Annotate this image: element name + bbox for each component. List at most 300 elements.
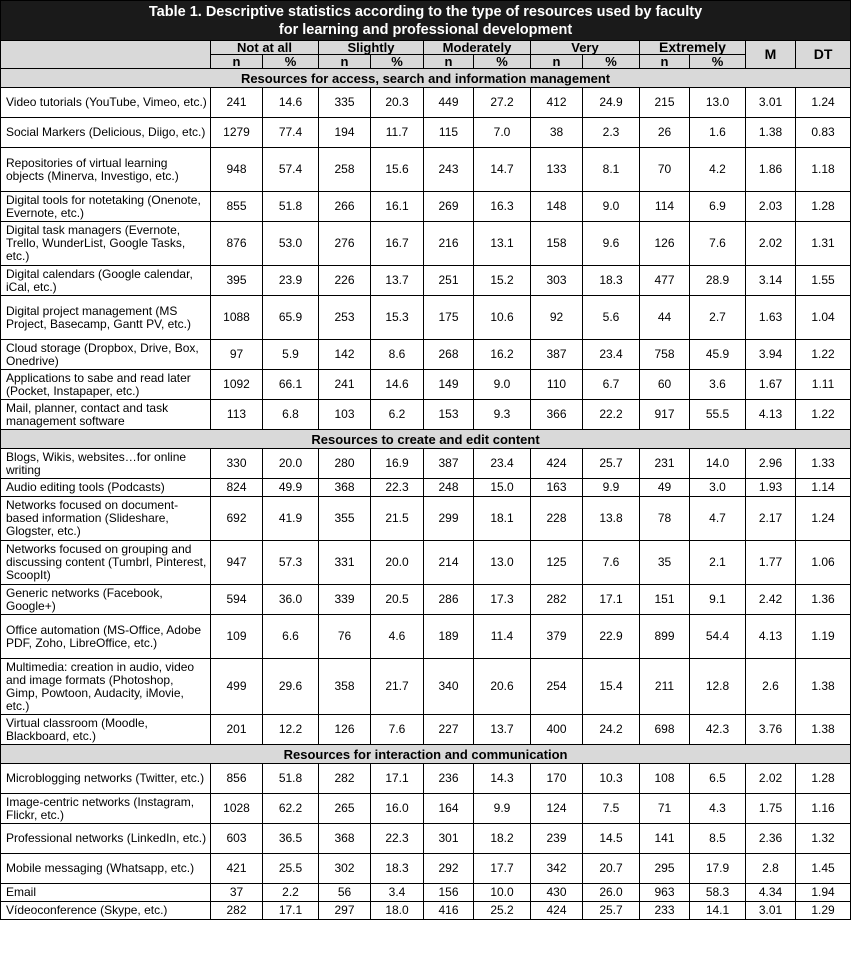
value-cell: 253: [319, 296, 371, 340]
value-cell: 13.1: [474, 222, 531, 266]
value-cell: 23.4: [474, 449, 531, 479]
value-cell: 17.9: [690, 854, 746, 884]
value-cell: 115: [424, 118, 474, 148]
header-mean: M: [746, 41, 796, 69]
resource-label: Applications to sabe and read later (Pocket, Instapaper, etc.): [1, 370, 211, 400]
value-cell: 42.3: [690, 715, 746, 745]
resource-label: Video tutorials (YouTube, Vimeo, etc.): [1, 88, 211, 118]
value-cell: 49.9: [263, 479, 319, 497]
value-cell: 758: [640, 340, 690, 370]
value-cell: 227: [424, 715, 474, 745]
value-cell: 1.32: [796, 824, 851, 854]
value-cell: 1.55: [796, 266, 851, 296]
value-cell: 265: [319, 794, 371, 824]
value-cell: 13.7: [474, 715, 531, 745]
value-cell: 280: [319, 449, 371, 479]
header-sub-pct: %: [474, 55, 531, 69]
value-cell: 10.0: [474, 884, 531, 902]
value-cell: 416: [424, 902, 474, 920]
value-cell: 387: [531, 340, 583, 370]
resource-label: Multimedia: creation in audio, video and image formats (Photoshop, Gimp, Powtoon, Audacity, iMovie, etc.): [1, 659, 211, 715]
table-title-line-2: for learning and professional development: [278, 21, 573, 38]
value-cell: 258: [319, 148, 371, 192]
value-cell: 1.63: [746, 296, 796, 340]
value-cell: 1.38: [796, 715, 851, 745]
value-cell: 103: [319, 400, 371, 430]
value-cell: 55.5: [690, 400, 746, 430]
resource-label: Vídeoconference (Skype, etc.): [1, 902, 211, 920]
value-cell: 92: [531, 296, 583, 340]
value-cell: 8.1: [583, 148, 640, 192]
value-cell: 5.9: [263, 340, 319, 370]
table-row: [1, 192, 851, 222]
value-cell: 1.24: [796, 497, 851, 541]
value-cell: 151: [640, 585, 690, 615]
value-cell: 2.7: [690, 296, 746, 340]
table-row: [1, 794, 851, 824]
value-cell: 1028: [211, 794, 263, 824]
table-row: [1, 479, 851, 497]
value-cell: 2.6: [746, 659, 796, 715]
value-cell: 22.9: [583, 615, 640, 659]
value-cell: 1.22: [796, 400, 851, 430]
value-cell: 7.5: [583, 794, 640, 824]
value-cell: 3.4: [371, 884, 424, 902]
value-cell: 13.0: [474, 541, 531, 585]
value-cell: 2.3: [583, 118, 640, 148]
value-cell: 963: [640, 884, 690, 902]
value-cell: 2.42: [746, 585, 796, 615]
value-cell: 16.3: [474, 192, 531, 222]
value-cell: 1.33: [796, 449, 851, 479]
value-cell: 10.3: [583, 764, 640, 794]
value-cell: 387: [424, 449, 474, 479]
value-cell: 449: [424, 88, 474, 118]
resource-label: Digital tools for notetaking (Onenote, Evernote, etc.): [1, 192, 211, 222]
value-cell: 9.0: [583, 192, 640, 222]
value-cell: 29.6: [263, 659, 319, 715]
value-cell: 14.0: [690, 449, 746, 479]
resource-label: Mobile messaging (Whatsapp, etc.): [1, 854, 211, 884]
value-cell: 251: [424, 266, 474, 296]
value-cell: 1.77: [746, 541, 796, 585]
value-cell: 37: [211, 884, 263, 902]
value-cell: 1.28: [796, 764, 851, 794]
value-cell: 49: [640, 479, 690, 497]
value-cell: 243: [424, 148, 474, 192]
value-cell: 303: [531, 266, 583, 296]
value-cell: 7.6: [690, 222, 746, 266]
value-cell: 20.0: [263, 449, 319, 479]
value-cell: 8.5: [690, 824, 746, 854]
value-cell: 17.1: [263, 902, 319, 920]
value-cell: 1279: [211, 118, 263, 148]
value-cell: 12.8: [690, 659, 746, 715]
value-cell: 4.7: [690, 497, 746, 541]
value-cell: 7.6: [371, 715, 424, 745]
table-row: [1, 266, 851, 296]
value-cell: 15.4: [583, 659, 640, 715]
value-cell: 5.6: [583, 296, 640, 340]
value-cell: 175: [424, 296, 474, 340]
value-cell: 45.9: [690, 340, 746, 370]
value-cell: 124: [531, 794, 583, 824]
value-cell: 6.7: [583, 370, 640, 400]
value-cell: 3.94: [746, 340, 796, 370]
value-cell: 17.3: [474, 585, 531, 615]
header-sub-n: n: [211, 55, 263, 69]
header-sub-pct: %: [690, 55, 746, 69]
value-cell: 379: [531, 615, 583, 659]
resource-label: Microblogging networks (Twitter, etc.): [1, 764, 211, 794]
value-cell: 1.6: [690, 118, 746, 148]
value-cell: 876: [211, 222, 263, 266]
value-cell: 36.5: [263, 824, 319, 854]
value-cell: 149: [424, 370, 474, 400]
value-cell: 6.2: [371, 400, 424, 430]
section-header: Resources for interaction and communication: [1, 745, 851, 764]
value-cell: 1.06: [796, 541, 851, 585]
value-cell: 1.24: [796, 88, 851, 118]
value-cell: 25.2: [474, 902, 531, 920]
value-cell: 58.3: [690, 884, 746, 902]
resource-label: Audio editing tools (Podcasts): [1, 479, 211, 497]
value-cell: 21.7: [371, 659, 424, 715]
value-cell: 421: [211, 854, 263, 884]
header-empty-cell: [1, 41, 211, 69]
value-cell: 20.7: [583, 854, 640, 884]
value-cell: 41.9: [263, 497, 319, 541]
value-cell: 70: [640, 148, 690, 192]
value-cell: 25.7: [583, 449, 640, 479]
value-cell: 231: [640, 449, 690, 479]
value-cell: 2.36: [746, 824, 796, 854]
value-cell: 424: [531, 449, 583, 479]
resource-label: Digital project management (MS Project, Basecamp, Gantt PV, etc.): [1, 296, 211, 340]
value-cell: 947: [211, 541, 263, 585]
value-cell: 2.1: [690, 541, 746, 585]
value-cell: 1.11: [796, 370, 851, 400]
value-cell: 4.34: [746, 884, 796, 902]
value-cell: 1088: [211, 296, 263, 340]
value-cell: 340: [424, 659, 474, 715]
table-title: [1, 1, 851, 41]
value-cell: 23.4: [583, 340, 640, 370]
value-cell: 395: [211, 266, 263, 296]
value-cell: 16.2: [474, 340, 531, 370]
value-cell: 297: [319, 902, 371, 920]
value-cell: 15.0: [474, 479, 531, 497]
value-cell: 1.14: [796, 479, 851, 497]
value-cell: 6.8: [263, 400, 319, 430]
value-cell: 62.2: [263, 794, 319, 824]
value-cell: 4.13: [746, 400, 796, 430]
value-cell: 241: [319, 370, 371, 400]
value-cell: 855: [211, 192, 263, 222]
value-cell: 133: [531, 148, 583, 192]
value-cell: 57.4: [263, 148, 319, 192]
value-cell: 126: [319, 715, 371, 745]
resource-label: Mail, planner, contact and task management software: [1, 400, 211, 430]
value-cell: 53.0: [263, 222, 319, 266]
value-cell: 56: [319, 884, 371, 902]
value-cell: 1.93: [746, 479, 796, 497]
table-row: [1, 340, 851, 370]
value-cell: 331: [319, 541, 371, 585]
value-cell: 3.14: [746, 266, 796, 296]
value-cell: 1.19: [796, 615, 851, 659]
value-cell: 18.3: [371, 854, 424, 884]
value-cell: 16.9: [371, 449, 424, 479]
value-cell: 3.6: [690, 370, 746, 400]
value-cell: 594: [211, 585, 263, 615]
value-cell: 3.0: [690, 479, 746, 497]
header-dt: DT: [796, 41, 851, 69]
value-cell: 109: [211, 615, 263, 659]
table-row: [1, 449, 851, 479]
value-cell: 299: [424, 497, 474, 541]
value-cell: 698: [640, 715, 690, 745]
value-cell: 1.28: [796, 192, 851, 222]
table-row: [1, 497, 851, 541]
value-cell: 1.29: [796, 902, 851, 920]
value-cell: 17.1: [583, 585, 640, 615]
value-cell: 25.7: [583, 902, 640, 920]
value-cell: 16.1: [371, 192, 424, 222]
value-cell: 1092: [211, 370, 263, 400]
value-cell: 2.02: [746, 222, 796, 266]
value-cell: 1.67: [746, 370, 796, 400]
value-cell: 266: [319, 192, 371, 222]
value-cell: 125: [531, 541, 583, 585]
value-cell: 2.2: [263, 884, 319, 902]
value-cell: 201: [211, 715, 263, 745]
table-row: [1, 615, 851, 659]
value-cell: 286: [424, 585, 474, 615]
value-cell: 28.9: [690, 266, 746, 296]
value-cell: 1.18: [796, 148, 851, 192]
value-cell: 189: [424, 615, 474, 659]
resource-label: Professional networks (LinkedIn, etc.): [1, 824, 211, 854]
value-cell: 9.3: [474, 400, 531, 430]
value-cell: 9.6: [583, 222, 640, 266]
table-row: [1, 541, 851, 585]
value-cell: 142: [319, 340, 371, 370]
table-row: [1, 296, 851, 340]
value-cell: 57.3: [263, 541, 319, 585]
value-cell: 14.6: [263, 88, 319, 118]
value-cell: 77.4: [263, 118, 319, 148]
value-cell: 16.7: [371, 222, 424, 266]
resource-label: Digital calendars (Google calendar, iCal, etc.): [1, 266, 211, 296]
header-sub-pct: %: [583, 55, 640, 69]
value-cell: 9.9: [474, 794, 531, 824]
value-cell: 282: [531, 585, 583, 615]
value-cell: 1.38: [796, 659, 851, 715]
value-cell: 126: [640, 222, 690, 266]
value-cell: 9.1: [690, 585, 746, 615]
value-cell: 23.9: [263, 266, 319, 296]
value-cell: 2.03: [746, 192, 796, 222]
value-cell: 292: [424, 854, 474, 884]
resource-label: Repositories of virtual learning objects (Minerva, Investigo, etc.): [1, 148, 211, 192]
value-cell: 9.0: [474, 370, 531, 400]
value-cell: 269: [424, 192, 474, 222]
value-cell: 26: [640, 118, 690, 148]
value-cell: 97: [211, 340, 263, 370]
table-row: [1, 715, 851, 745]
value-cell: 71: [640, 794, 690, 824]
value-cell: 15.3: [371, 296, 424, 340]
value-cell: 36.0: [263, 585, 319, 615]
table-row: [1, 902, 851, 920]
value-cell: 8.6: [371, 340, 424, 370]
resource-label: Networks focused on grouping and discussing content (Tumbrl, Pinterest, ScoopIt): [1, 541, 211, 585]
value-cell: 13.7: [371, 266, 424, 296]
value-cell: 248: [424, 479, 474, 497]
value-cell: 824: [211, 479, 263, 497]
value-cell: 14.1: [690, 902, 746, 920]
value-cell: 66.1: [263, 370, 319, 400]
resource-label: Cloud storage (Dropbox, Drive, Box, Onedrive): [1, 340, 211, 370]
value-cell: 54.4: [690, 615, 746, 659]
value-cell: 141: [640, 824, 690, 854]
value-cell: 18.3: [583, 266, 640, 296]
table-row: [1, 400, 851, 430]
value-cell: 228: [531, 497, 583, 541]
value-cell: 22.3: [371, 824, 424, 854]
resource-label: Networks focused on document-based information (Slideshare, Glogster, etc.): [1, 497, 211, 541]
value-cell: 4.6: [371, 615, 424, 659]
value-cell: 477: [640, 266, 690, 296]
value-cell: 76: [319, 615, 371, 659]
value-cell: 430: [531, 884, 583, 902]
value-cell: 1.38: [746, 118, 796, 148]
value-cell: 194: [319, 118, 371, 148]
header-sub-pct: %: [371, 55, 424, 69]
resource-label: Digital task managers (Evernote, Trello, WunderList, Google Tasks, etc.): [1, 222, 211, 266]
value-cell: 17.1: [371, 764, 424, 794]
value-cell: 948: [211, 148, 263, 192]
value-cell: 114: [640, 192, 690, 222]
value-cell: 65.9: [263, 296, 319, 340]
value-cell: 211: [640, 659, 690, 715]
value-cell: 2.17: [746, 497, 796, 541]
value-cell: 1.45: [796, 854, 851, 884]
value-cell: 276: [319, 222, 371, 266]
value-cell: 856: [211, 764, 263, 794]
value-cell: 11.4: [474, 615, 531, 659]
table-body: [1, 69, 851, 920]
value-cell: 164: [424, 794, 474, 824]
resource-label: Blogs, Wikis, websites…for online writing: [1, 449, 211, 479]
value-cell: 355: [319, 497, 371, 541]
value-cell: 14.7: [474, 148, 531, 192]
value-cell: 6.9: [690, 192, 746, 222]
table-row: [1, 764, 851, 794]
value-cell: 27.2: [474, 88, 531, 118]
value-cell: 15.2: [474, 266, 531, 296]
value-cell: 25.5: [263, 854, 319, 884]
value-cell: 233: [640, 902, 690, 920]
value-cell: 20.6: [474, 659, 531, 715]
value-cell: 4.2: [690, 148, 746, 192]
value-cell: 22.2: [583, 400, 640, 430]
header-group-not-at-all: Not at all: [211, 41, 319, 55]
value-cell: 1.31: [796, 222, 851, 266]
resource-label: Image-centric networks (Instagram, Flickr, etc.): [1, 794, 211, 824]
value-cell: 302: [319, 854, 371, 884]
value-cell: 366: [531, 400, 583, 430]
value-cell: 358: [319, 659, 371, 715]
value-cell: 16.0: [371, 794, 424, 824]
value-cell: 236: [424, 764, 474, 794]
header-sub-n: n: [424, 55, 474, 69]
value-cell: 216: [424, 222, 474, 266]
value-cell: 51.8: [263, 764, 319, 794]
value-cell: 214: [424, 541, 474, 585]
header-group-extremely: Extremely: [640, 41, 746, 55]
value-cell: 2.8: [746, 854, 796, 884]
value-cell: 170: [531, 764, 583, 794]
value-cell: 1.86: [746, 148, 796, 192]
value-cell: 158: [531, 222, 583, 266]
value-cell: 499: [211, 659, 263, 715]
value-cell: 14.6: [371, 370, 424, 400]
value-cell: 51.8: [263, 192, 319, 222]
header-sub-n: n: [640, 55, 690, 69]
value-cell: 282: [211, 902, 263, 920]
section-header: Resources to create and edit content: [1, 430, 851, 449]
table-row: [1, 88, 851, 118]
value-cell: 917: [640, 400, 690, 430]
value-cell: 282: [319, 764, 371, 794]
value-cell: 21.5: [371, 497, 424, 541]
value-cell: 108: [640, 764, 690, 794]
value-cell: 368: [319, 824, 371, 854]
value-cell: 78: [640, 497, 690, 541]
value-cell: 330: [211, 449, 263, 479]
value-cell: 11.7: [371, 118, 424, 148]
value-cell: 342: [531, 854, 583, 884]
value-cell: 603: [211, 824, 263, 854]
value-cell: 268: [424, 340, 474, 370]
value-cell: 1.04: [796, 296, 851, 340]
value-cell: 2.02: [746, 764, 796, 794]
table-row: [1, 659, 851, 715]
value-cell: 400: [531, 715, 583, 745]
value-cell: 7.6: [583, 541, 640, 585]
value-cell: 15.6: [371, 148, 424, 192]
value-cell: 18.1: [474, 497, 531, 541]
value-cell: 163: [531, 479, 583, 497]
value-cell: 13.8: [583, 497, 640, 541]
section-header: Resources for access, search and information management: [1, 69, 851, 88]
table-row: [1, 884, 851, 902]
value-cell: 899: [640, 615, 690, 659]
value-cell: 24.9: [583, 88, 640, 118]
header-group-slightly: Slightly: [319, 41, 424, 55]
value-cell: 3.76: [746, 715, 796, 745]
value-cell: 44: [640, 296, 690, 340]
table-title-line-1: Table 1. Descriptive statistics according to the type of resources used by faculty: [148, 3, 703, 20]
value-cell: 17.7: [474, 854, 531, 884]
value-cell: 18.2: [474, 824, 531, 854]
value-cell: 14.5: [583, 824, 640, 854]
value-cell: 339: [319, 585, 371, 615]
value-cell: 295: [640, 854, 690, 884]
header-sub-pct: %: [263, 55, 319, 69]
